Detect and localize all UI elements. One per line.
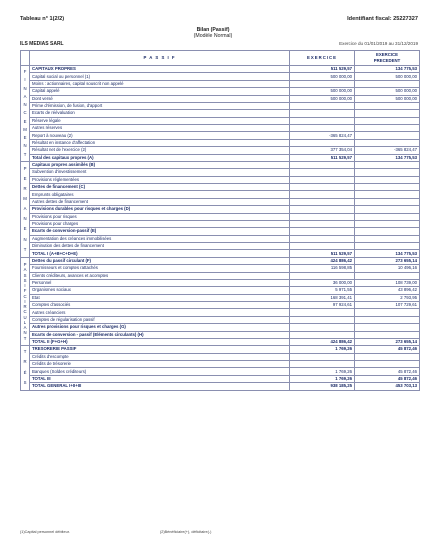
side-letter: M — [23, 126, 27, 132]
row-precedent-value — [355, 228, 420, 235]
row-exercice-value: 377 354,04 — [290, 147, 355, 154]
row-exercice-value — [290, 169, 355, 176]
side-section-label — [21, 257, 30, 346]
side-section-label — [21, 161, 30, 257]
table-row — [21, 279, 420, 286]
row-precedent-value — [355, 125, 420, 132]
row-exercice-value: 116 598,85 — [290, 265, 355, 272]
row-precedent-value — [355, 353, 420, 360]
row-label: Clients créditeurs, avances et acomptes — [30, 272, 290, 279]
row-precedent-value — [355, 309, 420, 316]
table-row — [21, 368, 420, 375]
row-exercice-value — [290, 80, 355, 87]
row-precedent-value — [355, 316, 420, 323]
document-subtitle: (Modèle Normal) — [193, 33, 233, 39]
row-label: Total des capitaux propres (A) — [30, 154, 290, 161]
row-exercice-value — [290, 110, 355, 117]
side-letter: T — [23, 348, 27, 354]
row-label: Personnel — [30, 279, 290, 286]
row-label: Capital social ou personnel (1) — [30, 73, 290, 80]
passif-rows — [21, 66, 420, 391]
row-exercice-value: 1 769,26 — [290, 346, 355, 353]
row-label: Capitaux propres assimilés (B) — [30, 161, 290, 168]
column-header-exercice: EXERCICE — [290, 51, 355, 66]
row-precedent-value: 107 729,61 — [355, 302, 420, 309]
row-exercice-value — [290, 331, 355, 338]
row-exercice-value — [290, 243, 355, 250]
row-exercice-value — [290, 353, 355, 360]
side-letter: P — [23, 262, 27, 268]
column-header-passif: P A S S I F — [30, 51, 290, 66]
row-precedent-value — [355, 110, 420, 117]
row-precedent-value — [355, 272, 420, 279]
row-label: Autres provisions pour risques et charges (G) — [30, 324, 290, 331]
row-precedent-value: 134 775,53 — [355, 154, 420, 161]
company-name: ILS MEDIAS SARL — [20, 41, 64, 47]
row-label: Prime d'émission, de fusion, d'apport — [30, 102, 290, 109]
row-exercice-value: 424 886,42 — [290, 257, 355, 264]
row-precedent-value: 500 000,00 — [355, 73, 420, 80]
row-label: Réserve légale — [30, 117, 290, 124]
table-row — [21, 198, 420, 205]
row-exercice-value — [290, 176, 355, 183]
row-label: Autres réserves — [30, 125, 290, 132]
row-precedent-value: 500 000,00 — [355, 95, 420, 102]
table-row — [21, 169, 420, 176]
column-header-precedent — [355, 51, 420, 66]
row-label: Subvention d'investissement — [30, 169, 290, 176]
table-row — [21, 66, 420, 73]
side-letter: N — [23, 102, 27, 108]
row-label: CAPITAUX PROPRES — [30, 66, 290, 73]
row-exercice-value: 5 971,55 — [290, 287, 355, 294]
row-exercice-value: 97 924,61 — [290, 302, 355, 309]
table-row — [21, 110, 420, 117]
row-precedent-value — [355, 198, 420, 205]
row-label: Ecarts de conversion - passif (Eléments circulants) (H) — [30, 331, 290, 338]
footnote-capital: (1)Capital personnel débiteur. — [20, 530, 70, 534]
row-precedent-value — [355, 80, 420, 87]
row-label: Résultat en instance d'affectation — [30, 139, 290, 146]
row-exercice-value — [290, 117, 355, 124]
table-row — [21, 353, 420, 360]
row-precedent-value — [355, 213, 420, 220]
row-exercice-value — [290, 235, 355, 242]
row-exercice-value: 1 769,26 — [290, 368, 355, 375]
table-row — [21, 375, 420, 382]
row-exercice-value — [290, 213, 355, 220]
row-exercice-value — [290, 361, 355, 368]
row-exercice-value — [290, 125, 355, 132]
table-row — [21, 265, 420, 272]
row-precedent-value — [355, 139, 420, 146]
row-precedent-value — [355, 191, 420, 198]
side-letter: A — [23, 267, 27, 273]
row-label: TOTAL II (F+G+H) — [30, 338, 290, 345]
row-precedent-value: 273 655,14 — [355, 257, 420, 264]
row-precedent-value: 2 793,95 — [355, 294, 420, 301]
side-letter: E — [23, 135, 27, 141]
row-exercice-value: 511 529,57 — [290, 66, 355, 73]
side-letter: R — [23, 359, 27, 365]
side-letter: C — [23, 293, 27, 299]
row-precedent-value — [355, 235, 420, 242]
side-letter: E — [23, 118, 27, 124]
row-exercice-value — [290, 198, 355, 205]
row-label: TOTAL III — [30, 375, 290, 382]
row-precedent-value — [355, 220, 420, 227]
row-exercice-value — [290, 272, 355, 279]
row-exercice-value: 511 529,57 — [290, 154, 355, 161]
row-label: Emprunts obligataires — [30, 191, 290, 198]
row-exercice-value — [290, 220, 355, 227]
side-letter: A — [23, 206, 27, 212]
table-row — [21, 294, 420, 301]
row-precedent-value — [355, 161, 420, 168]
side-letter: P — [23, 165, 27, 171]
row-exercice-value: 500 000,00 — [290, 73, 355, 80]
side-letter: E — [23, 226, 27, 232]
row-label: Fournisseurs et comptes rattachés — [30, 265, 290, 272]
row-precedent-value — [355, 169, 420, 176]
row-precedent-value — [355, 184, 420, 191]
side-letter: F — [23, 288, 27, 294]
side-letter: A — [23, 325, 27, 331]
row-precedent-value: 10 496,16 — [355, 265, 420, 272]
side-letter: M — [23, 196, 27, 202]
side-letter: N — [23, 216, 27, 222]
table-row — [21, 213, 420, 220]
row-precedent-value — [355, 361, 420, 368]
fiscal-identifier: Identifiant fiscal: 25227327 — [347, 16, 418, 22]
side-letter: I — [24, 283, 26, 289]
row-exercice-value — [290, 191, 355, 198]
row-precedent-value — [355, 117, 420, 124]
row-label: Organismes sociaux — [30, 287, 290, 294]
row-label: TOTAL I (A+B+C+D+E) — [30, 250, 290, 257]
table-row — [21, 220, 420, 227]
row-exercice-value — [290, 139, 355, 146]
row-precedent-value: 45 872,46 — [355, 375, 420, 382]
side-letter: F — [23, 69, 27, 75]
row-exercice-value — [290, 228, 355, 235]
row-label: Comptes d'associés — [30, 302, 290, 309]
table-row — [21, 132, 420, 139]
table-row — [21, 302, 420, 309]
table-row — [21, 154, 420, 161]
side-letter: C — [23, 309, 27, 315]
table-row — [21, 309, 420, 316]
row-precedent-value: 273 655,14 — [355, 338, 420, 345]
row-precedent-value: 45 872,46 — [355, 368, 420, 375]
row-exercice-value: 500 000,00 — [290, 88, 355, 95]
row-precedent-value: 43 896,42 — [355, 287, 420, 294]
table-row — [21, 361, 420, 368]
row-label: Résultat net de l'exercice (2) — [30, 147, 290, 154]
row-label: Banques (Soldes créditeurs) — [30, 368, 290, 375]
row-label: Autres créanciers — [30, 309, 290, 316]
table-row — [21, 250, 420, 257]
row-exercice-value: 511 529,57 — [290, 250, 355, 257]
side-letter: I — [24, 298, 26, 304]
table-row — [21, 287, 420, 294]
side-letter: S — [23, 277, 27, 283]
row-exercice-value: 938 185,25 — [290, 383, 355, 390]
row-exercice-value — [290, 316, 355, 323]
row-label: Report à nouveau (2) — [30, 132, 290, 139]
side-letter: C — [23, 110, 27, 116]
row-precedent-value — [355, 331, 420, 338]
table-row — [21, 316, 420, 323]
side-section-label — [21, 346, 30, 390]
row-precedent-value — [355, 132, 420, 139]
side-letter: N — [23, 85, 27, 91]
row-exercice-value — [290, 309, 355, 316]
row-label: TOTAL GENERAL I+II+III — [30, 383, 290, 390]
row-label: Diminution des dettes de financement — [30, 243, 290, 250]
row-label: Augmentation des créances immobilisées — [30, 235, 290, 242]
side-letter: N — [23, 330, 27, 336]
side-letter: S — [23, 380, 27, 386]
row-exercice-value — [290, 184, 355, 191]
precedent-line-1: EXERCICE — [376, 52, 398, 57]
passif-table — [20, 50, 420, 391]
table-row — [21, 331, 420, 338]
row-exercice-value — [290, 161, 355, 168]
row-exercice-value: 36 000,00 — [290, 279, 355, 286]
row-label: Ecarts de réévaluation — [30, 110, 290, 117]
table-row — [21, 243, 420, 250]
row-precedent-value: -365 824,47 — [355, 147, 420, 154]
table-row — [21, 117, 420, 124]
side-letter: R — [23, 304, 27, 310]
table-row — [21, 206, 420, 213]
side-section-label — [21, 66, 30, 162]
table-row — [21, 176, 420, 183]
row-precedent-value: 134 775,53 — [355, 250, 420, 257]
row-precedent-value — [355, 206, 420, 213]
table-row — [21, 139, 420, 146]
row-precedent-value: 134 775,53 — [355, 66, 420, 73]
row-label: Moins : actionnaires, capital souscrit non appelé — [30, 80, 290, 87]
row-label: Provisions durables pour risques et charges (D) — [30, 206, 290, 213]
row-label: Provisions pour risques — [30, 213, 290, 220]
table-row — [21, 346, 420, 353]
tableau-number: Tableau n° 1(2/2) — [20, 16, 65, 22]
row-exercice-value — [290, 206, 355, 213]
side-letter: I — [24, 77, 26, 83]
table-row — [21, 228, 420, 235]
table-row — [21, 88, 420, 95]
row-label: Dont versé — [30, 95, 290, 102]
table-row — [21, 235, 420, 242]
row-label: Dettes du passif circulant (F) — [30, 257, 290, 264]
table-row — [21, 338, 420, 345]
row-label: Dettes de financement (C) — [30, 184, 290, 191]
document-title: Bilan (Passif) — [196, 27, 230, 33]
footnote-resultat: (2)Bénéficiaire(+), déficitaire(-) — [160, 530, 212, 534]
exercice-period: Exercice du 01/01/2019 au 31/12/2019 — [339, 41, 418, 46]
table-row — [21, 257, 420, 264]
row-exercice-value: 424 886,42 — [290, 338, 355, 345]
table-row — [21, 383, 420, 390]
table-row — [21, 80, 420, 87]
side-letter: U — [23, 314, 27, 320]
table-row — [21, 125, 420, 132]
row-exercice-value: 1 769,26 — [290, 375, 355, 382]
row-label: Provisions pour charges — [30, 220, 290, 227]
precedent-line-2: PRECEDENT — [373, 58, 401, 63]
row-label: Comptes de régularisation passif — [30, 316, 290, 323]
row-label: TRESORERIE PASSIF — [30, 346, 290, 353]
side-letter: E — [23, 176, 27, 182]
row-label: Crédits d'escompte — [30, 353, 290, 360]
side-letter: L — [23, 319, 27, 325]
row-precedent-value: 45 872,46 — [355, 346, 420, 353]
table-row — [21, 324, 420, 331]
table-row — [21, 191, 420, 198]
side-letter: É — [23, 369, 27, 375]
row-label: Etat — [30, 294, 290, 301]
table-row — [21, 161, 420, 168]
row-exercice-value: -365 824,47 — [290, 132, 355, 139]
row-label: Provisions réglementées — [30, 176, 290, 183]
row-precedent-value — [355, 243, 420, 250]
side-letter: T — [23, 246, 27, 252]
side-letter: T — [23, 335, 27, 341]
side-letter: N — [23, 143, 27, 149]
table-row — [21, 272, 420, 279]
table-row — [21, 147, 420, 154]
table-row — [21, 95, 420, 102]
row-label: Autres dettes de financement — [30, 198, 290, 205]
side-header-cell — [21, 51, 30, 66]
row-precedent-value — [355, 102, 420, 109]
row-precedent-value: 453 703,13 — [355, 383, 420, 390]
row-precedent-value — [355, 324, 420, 331]
row-exercice-value: 168 391,41 — [290, 294, 355, 301]
side-letter: T — [23, 151, 27, 157]
side-letter: N — [23, 236, 27, 242]
row-precedent-value — [355, 176, 420, 183]
table-row — [21, 184, 420, 191]
row-label: Ecarts de conversion-passif (E) — [30, 228, 290, 235]
row-exercice-value — [290, 324, 355, 331]
row-label: Capital appelé — [30, 88, 290, 95]
row-precedent-value: 108 739,00 — [355, 279, 420, 286]
table-row — [21, 73, 420, 80]
row-exercice-value: 500 000,00 — [290, 95, 355, 102]
side-letter: S — [23, 272, 27, 278]
row-label: Crédits de trésorerie — [30, 361, 290, 368]
row-exercice-value — [290, 102, 355, 109]
row-precedent-value: 500 000,00 — [355, 88, 420, 95]
table-row — [21, 102, 420, 109]
side-letter: R — [23, 186, 27, 192]
side-letter: A — [23, 93, 27, 99]
